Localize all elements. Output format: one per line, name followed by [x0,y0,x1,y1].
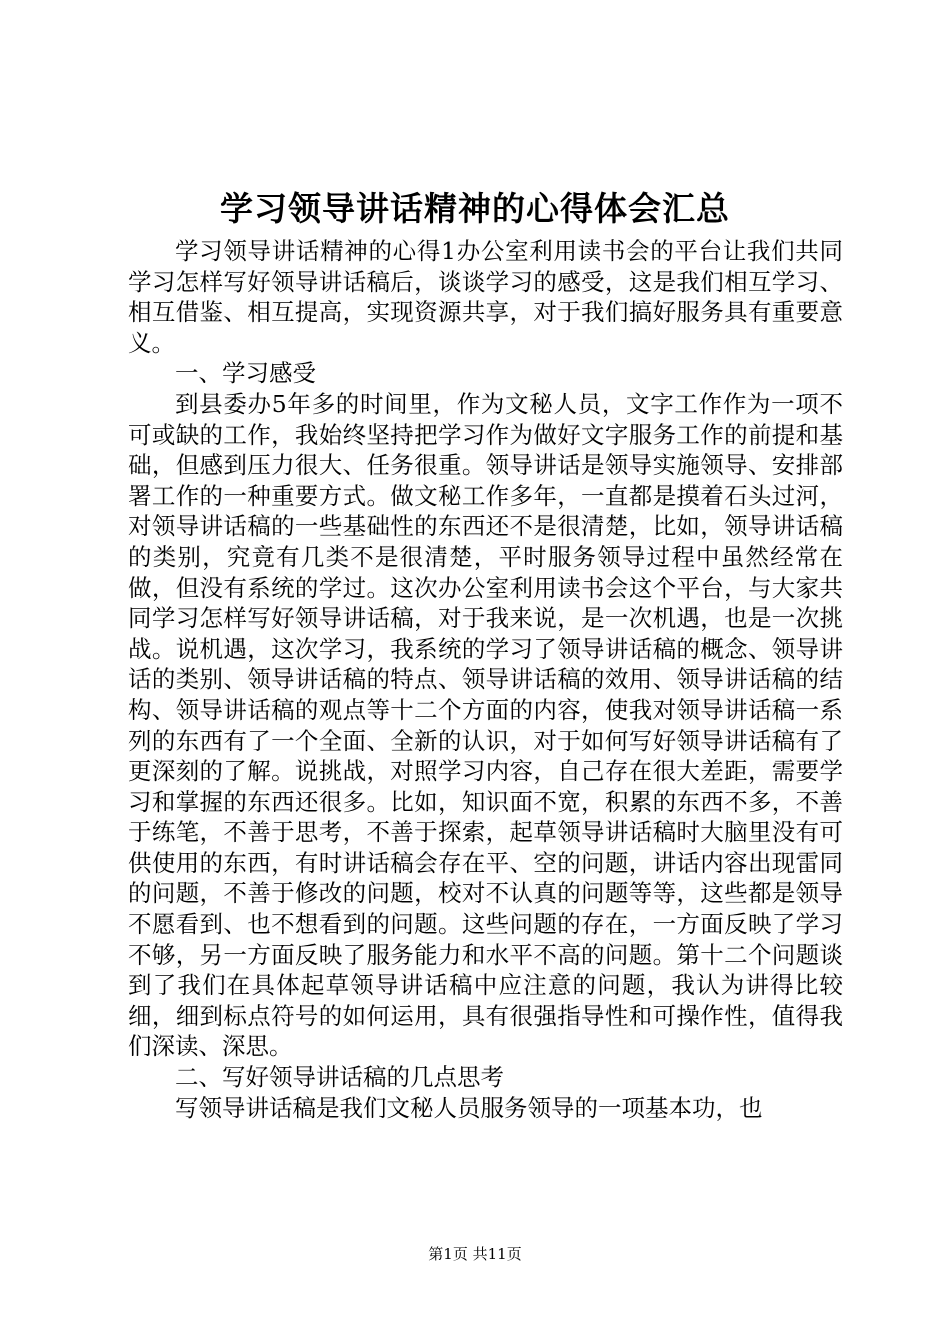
body-paragraph-section-1: 到县委办5年多的时间里，作为文秘人员，文字工作作为一项不可或缺的工作，我始终坚持把学习作为做好文字服务工作的前提和基础，但感到压力很大、任务很重。领导讲话是领导实施领导、安排部署工作的一种重要方式。做文秘工作多年，一直都是摸着石头过河，对领导讲话稿的一些基础性的东西还不是很清楚，比如，领导讲话稿的类别，究竟有几类不是很清楚，平时服务领导过程中虽然经常在做，但没有系统的学过。这次办公室利用读书会这个平台，与大家共同学习怎样写好领导讲话稿，对于我来说，是一次机遇，也是一次挑战。说机遇，这次学习，我系统的学习了领导讲话稿的概念、领导讲话的类别、领导讲话稿的特点、领导讲话稿的效用、领导讲话稿的结构、领导讲话稿的观点等十二个方面的内容，使我对领导讲话稿一系列的东西有了一个全面、全新的认识，对于如何写好领导讲话稿有了更深刻的了解。说挑战，对照学习内容，自己存在很大差距，需要学习和掌握的东西还很多。比如，知识面不宽，积累的东西不多，不善于练笔，不善于思考，不善于探索，起草领导讲话稿时大脑里没有可供使用的东西，有时讲话稿会存在平、空的问题，讲话内容出现雷同的问题，不善于修改的问题，校对不认真的问题等等，这些都是领导不愿看到、也不想看到的问题。这些问题的存在，一方面反映了学习不够，另一方面反映了服务能力和水平不高的问题。第十二个问题谈到了我们在具体起草领导讲话稿中应注意的问题，我认为讲得比较细，细到标点符号的如何运用，具有很强指导性和可操作性，值得我们深读、深思。 [128,389,843,1061]
body-paragraph-intro: 学习领导讲话精神的心得1办公室利用读书会的平台让我们共同学习怎样写好领导讲话稿后，谈谈学习的感受，这是我们相互学习、相互借鉴、相互提高，实现资源共享，对于我们搞好服务具有重要意义。 [128,237,843,357]
page-footer: 第1页 共11页 [428,1245,522,1263]
body-paragraph-section-2: 写领导讲话稿是我们文秘人员服务领导的一项基本功，也 [175,1093,763,1122]
document-title: 学习领导讲话精神的心得体会汇总 [220,189,730,228]
section-heading-2: 二、写好领导讲话稿的几点思考 [175,1063,504,1092]
document-body [128,236,843,1123]
section-heading-1: 一、学习感受 [175,359,316,388]
